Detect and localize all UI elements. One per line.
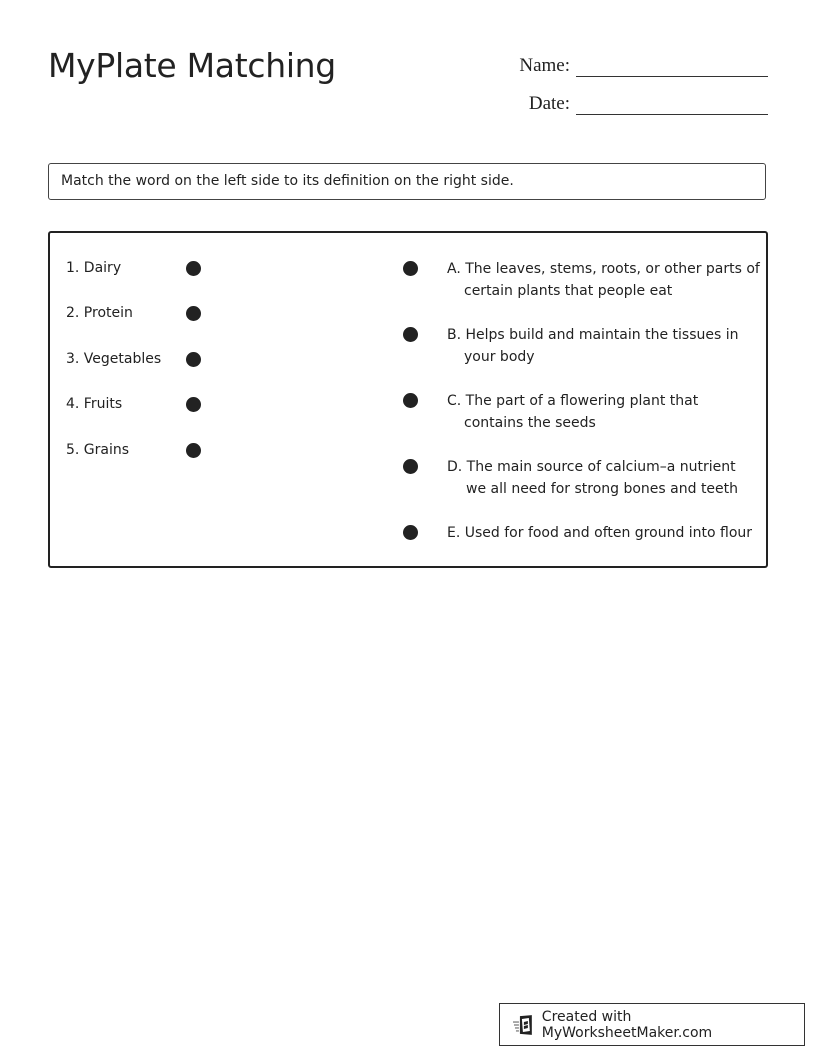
term-item: 5. Grains <box>66 442 130 458</box>
footer-credit[interactable] <box>499 1003 805 1046</box>
definition-line: D. The main source of calcium–a nutrient <box>447 459 736 475</box>
page-title: MyPlate Matching <box>48 46 336 85</box>
definition-line: E. Used for food and often ground into flour <box>447 525 753 541</box>
term-dot[interactable] <box>186 397 201 412</box>
definition-dot[interactable] <box>403 393 418 408</box>
definition-dot[interactable] <box>403 327 418 342</box>
definition-line: contains the seeds <box>464 415 596 431</box>
definition-item <box>447 324 767 368</box>
definition-line: we all need for strong bones and teeth <box>466 481 739 497</box>
name-field-row <box>500 52 768 77</box>
footer-text: Created with MyWorksheetMaker.com <box>541 1008 713 1041</box>
definition-dot[interactable] <box>403 525 418 540</box>
name-line[interactable] <box>576 52 768 77</box>
definition-item <box>447 258 767 302</box>
term-dot[interactable] <box>186 352 201 367</box>
term-item: 2. Protein <box>66 305 133 321</box>
definition-dot[interactable] <box>403 459 418 474</box>
date-line[interactable] <box>576 90 768 115</box>
term-item: 1. Dairy <box>66 260 122 276</box>
term-dot[interactable] <box>186 443 201 458</box>
definition-line: certain plants that people eat <box>464 283 673 299</box>
definition-line: C. The part of a flowering plant that <box>447 393 699 409</box>
definition-line: A. The leaves, stems, roots, or other parts of <box>447 261 760 277</box>
definition-line: your body <box>464 349 535 365</box>
date-field-row <box>500 90 768 115</box>
definition-item <box>447 456 767 500</box>
term-dot[interactable] <box>186 306 201 321</box>
definition-line: B. Helps build and maintain the tissues in <box>447 327 739 343</box>
definition-item <box>447 522 767 544</box>
worksheet-maker-logo-icon <box>512 1014 536 1036</box>
term-dot[interactable] <box>186 261 201 276</box>
name-label: Name: <box>519 55 570 76</box>
term-item: 4. Fruits <box>66 396 123 412</box>
term-item: 3. Vegetables <box>66 351 162 367</box>
definition-item <box>447 390 767 434</box>
date-label: Date: <box>528 93 570 114</box>
instructions-box: Match the word on the left side to its definition on the right side. <box>48 163 766 200</box>
definition-dot[interactable] <box>403 261 418 276</box>
